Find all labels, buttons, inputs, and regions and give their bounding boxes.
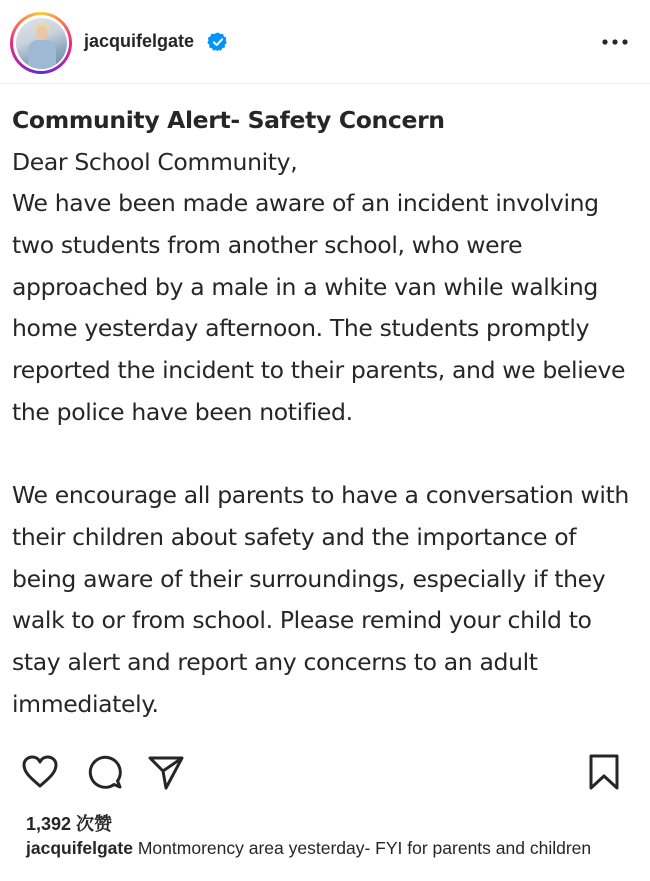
post-title: Community Alert- Safety Concern [12,106,445,134]
comment-icon[interactable] [85,752,125,792]
post-actions [0,752,650,796]
avatar[interactable] [10,12,72,74]
post-line: the police have been notified. [12,397,353,426]
more-options-icon[interactable] [598,30,632,54]
post-line: their children about safety and the importance of [12,522,577,551]
post-caption [26,838,626,859]
paragraph-gap [12,434,642,476]
post-line: two students from another school, who were [12,231,523,260]
post-line: approached by a male in a white van while walking [12,272,599,301]
profile-photo [16,18,67,69]
post-line: We encourage all parents to have a conversation with [12,481,629,510]
post-line: We have been made aware of an incident involving [12,189,599,218]
post-line: immediately. [12,689,159,718]
caption-text: Montmorency area yesterday- FYI for parents and children [137,838,592,858]
post-body [12,100,642,725]
post-line: being aware of their surroundings, especially if they [12,564,606,593]
post-line: reported the incident to their parents, and we believe [12,356,626,385]
post-line: home yesterday afternoon. The students promptly [12,314,590,343]
post-line: Dear School Community, [12,147,298,176]
heart-icon[interactable] [20,752,60,792]
caption-username[interactable]: jacquifelgate [26,838,133,858]
verified-badge-icon [207,31,229,53]
post-line: stay alert and report any concerns to an adult [12,647,538,676]
post-line: walk to or from school. Please remind your child to [12,606,592,635]
likes-count[interactable]: 1,392 次赞 [26,814,113,834]
post-header [0,0,650,84]
post-username[interactable]: jacquifelgate [84,31,195,51]
bookmark-icon[interactable] [584,752,624,792]
send-icon[interactable] [146,752,186,792]
